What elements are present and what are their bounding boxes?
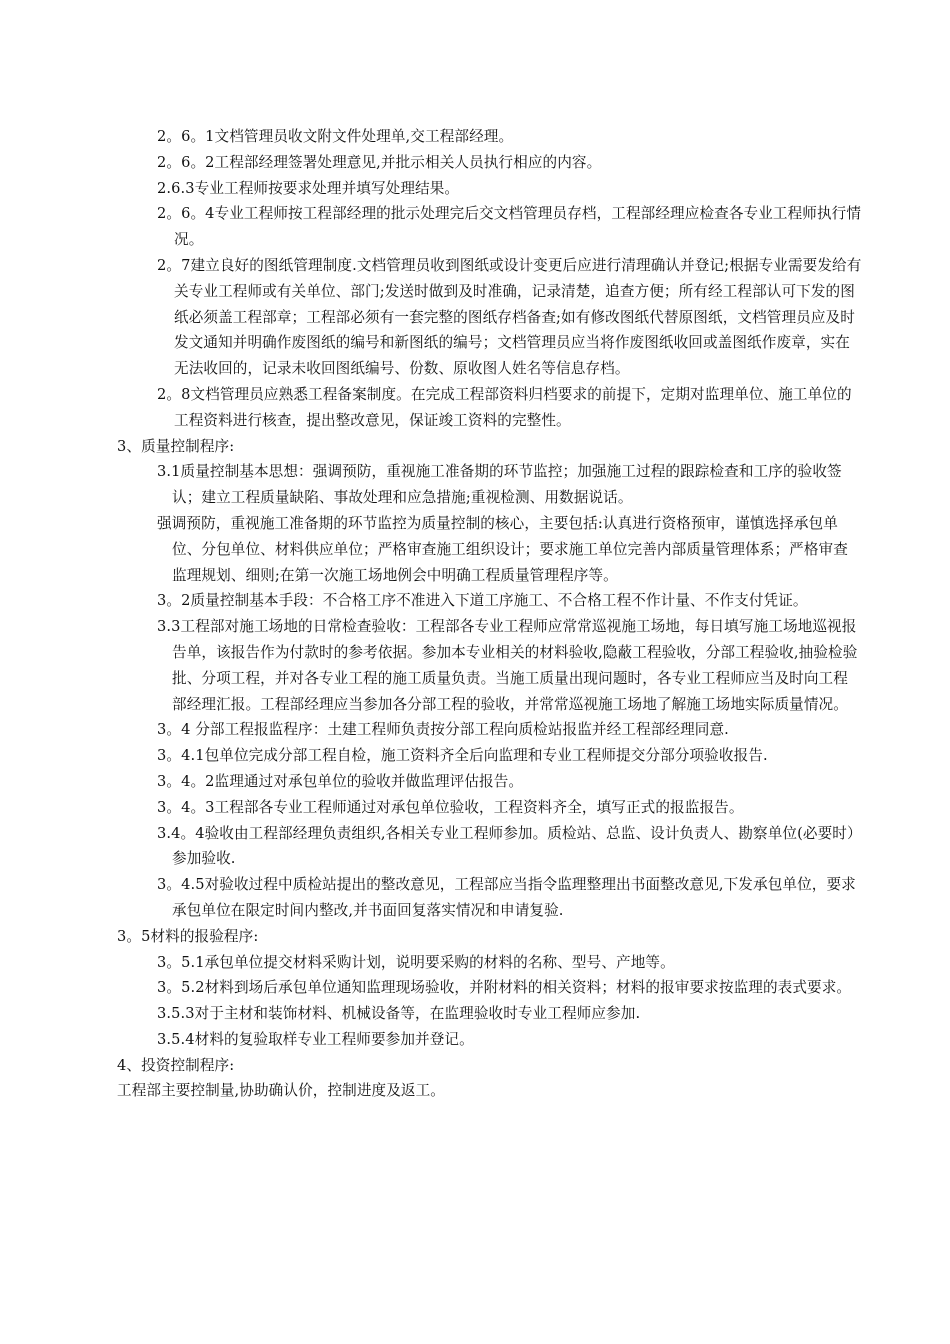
heading-material-inspection: 3。5材料的报验程序: <box>117 927 259 945</box>
paragraph-2-6-4: 2。6。4专业工程师按工程部经理的批示处理完后交文档管理员存档，工程部经理应检查各专业工程师执行情况。 <box>157 205 862 249</box>
paragraph-3-2: 3。2质量控制基本手段：不合格工序不准进入下道工序施工、不合格工程不作计量、不作支付凭证。 <box>157 592 808 610</box>
paragraph-2-7: 2。7建立良好的图纸管理制度.文档管理员收到图纸或设计变更后应进行清理确认并登记;根据专业需要发给有关专业工程师或有关单位、部门;发送时做到及时准确，记录清楚，追查方便；所有经工程部认可下发的图纸必须盖工程部章；工程部必须有一套完整的图纸存档备查;如有修改图纸代替原图纸，文档管理员应及时发文通知并明确作废图纸的编号和新图纸的编号；文档管理员应当将作废图纸收回或盖图纸作废章，实在无法收回的，记录未收回图纸编号、份数、原收图人姓名等信息存档。 <box>157 256 862 378</box>
paragraph-3-4: 3。4 分部工程报监程序：土建工程师负责按分部工程向质检站报监并经工程部经理同意. <box>157 721 729 739</box>
paragraph-3-5-2: 3。5.2材料到场后承包单位通知监理现场验收，并附材料的相关资料；材料的报审要求按监理的表式要求。 <box>157 979 852 997</box>
paragraph-3-4-5: 3。4.5对验收过程中质检站提出的整改意见，工程部应当指令监理整理出书面整改意见,下发承包单位，要求承包单位在限定时间内整改,并书面回复落实情况和申请复验. <box>157 876 856 919</box>
paragraph-2-6-2: 2。6。2工程部经理签署处理意见,并批示相关人员执行相应的内容。 <box>157 153 602 171</box>
document-body <box>117 124 862 1104</box>
paragraph-2-8: 2。8文档管理员应熟悉工程备案制度。在完成工程部资料归档要求的前提下，定期对监理单位、施工单位的工程资料进行核查，提出整改意见，保证竣工资料的完整性。 <box>157 385 852 429</box>
paragraph-3-4-4: 3.4。4验收由工程部经理负责组织,各相关专业工程师参加。质检站、总监、设计负责人、勘察单位(必要时）参加验收. <box>157 824 862 868</box>
paragraph-3-4-1: 3。4.1包单位完成分部工程自检，施工资料齐全后向监理和专业工程师提交分部分项验收报告. <box>157 747 768 765</box>
paragraph-3-3: 3.3工程部对施工场地的日常检查验收：工程部各专业工程师应常常巡视施工场地，每日填写施工场地巡视报告单，该报告作为付款时的参考依据。参加本专业相关的材料验收,隐蔽工程验收，分部工程验收,抽验检验批、分项工程，并对各专业工程的施工质量负责。当施工质量出现问题时，各专业工程师应当及时向工程部经理汇报。工程部经理应当参加各分部工程的验收，并常常巡视施工场地了解施工场地实际质量情况。 <box>157 618 858 713</box>
paragraph-3-4-2: 3。4。2监理通过对承包单位的验收并做监理评估报告。 <box>157 772 524 790</box>
heading-quality-control: 3、质量控制程序: <box>117 437 235 455</box>
paragraph-3-4-3: 3。4。3工程部各专业工程师通过对承包单位验收，工程资料齐全，填写正式的报监报告。 <box>157 798 744 816</box>
paragraph-2-6-1: 2。6。1文档管理员收文附文件处理单,交工程部经理。 <box>157 128 514 145</box>
paragraph-investment-control: 工程部主要控制量,协助确认价，控制进度及返工。 <box>117 1082 446 1100</box>
paragraph-3-5-3: 3.5.3对于主材和装饰材料、机械设备等，在监理验收时专业工程师应参加. <box>157 1005 641 1023</box>
heading-investment-control: 4、投资控制程序: <box>117 1056 235 1074</box>
paragraph-3-5-1: 3。5.1承包单位提交材料采购计划，说明要采购的材料的名称、型号、产地等。 <box>157 953 675 971</box>
paragraph-prevention-core: 强调预防，重视施工准备期的环节监控为质量控制的核心，主要包括:认真进行资格预审，谨慎选择承包单位、分包单位、材料供应单位；严格审查施工组织设计；要求施工单位完善内部质量管理体系；严格审查监理规划、细则;在第一次施工场地例会中明确工程质量管理程序等。 <box>157 514 848 584</box>
paragraph-3-1: 3.1质量控制基本思想：强调预防，重视施工准备期的环节监控；加强施工过程的跟踪检查和工序的验收签认；建立工程质量缺陷、事故处理和应急措施;重视检测、用数据说话。 <box>157 463 842 507</box>
paragraph-3-5-4: 3.5.4材料的复验取样专业工程师要参加并登记。 <box>157 1030 474 1048</box>
paragraph-2-6-3: 2.6.3专业工程师按要求处理并填写处理结果。 <box>157 179 460 197</box>
